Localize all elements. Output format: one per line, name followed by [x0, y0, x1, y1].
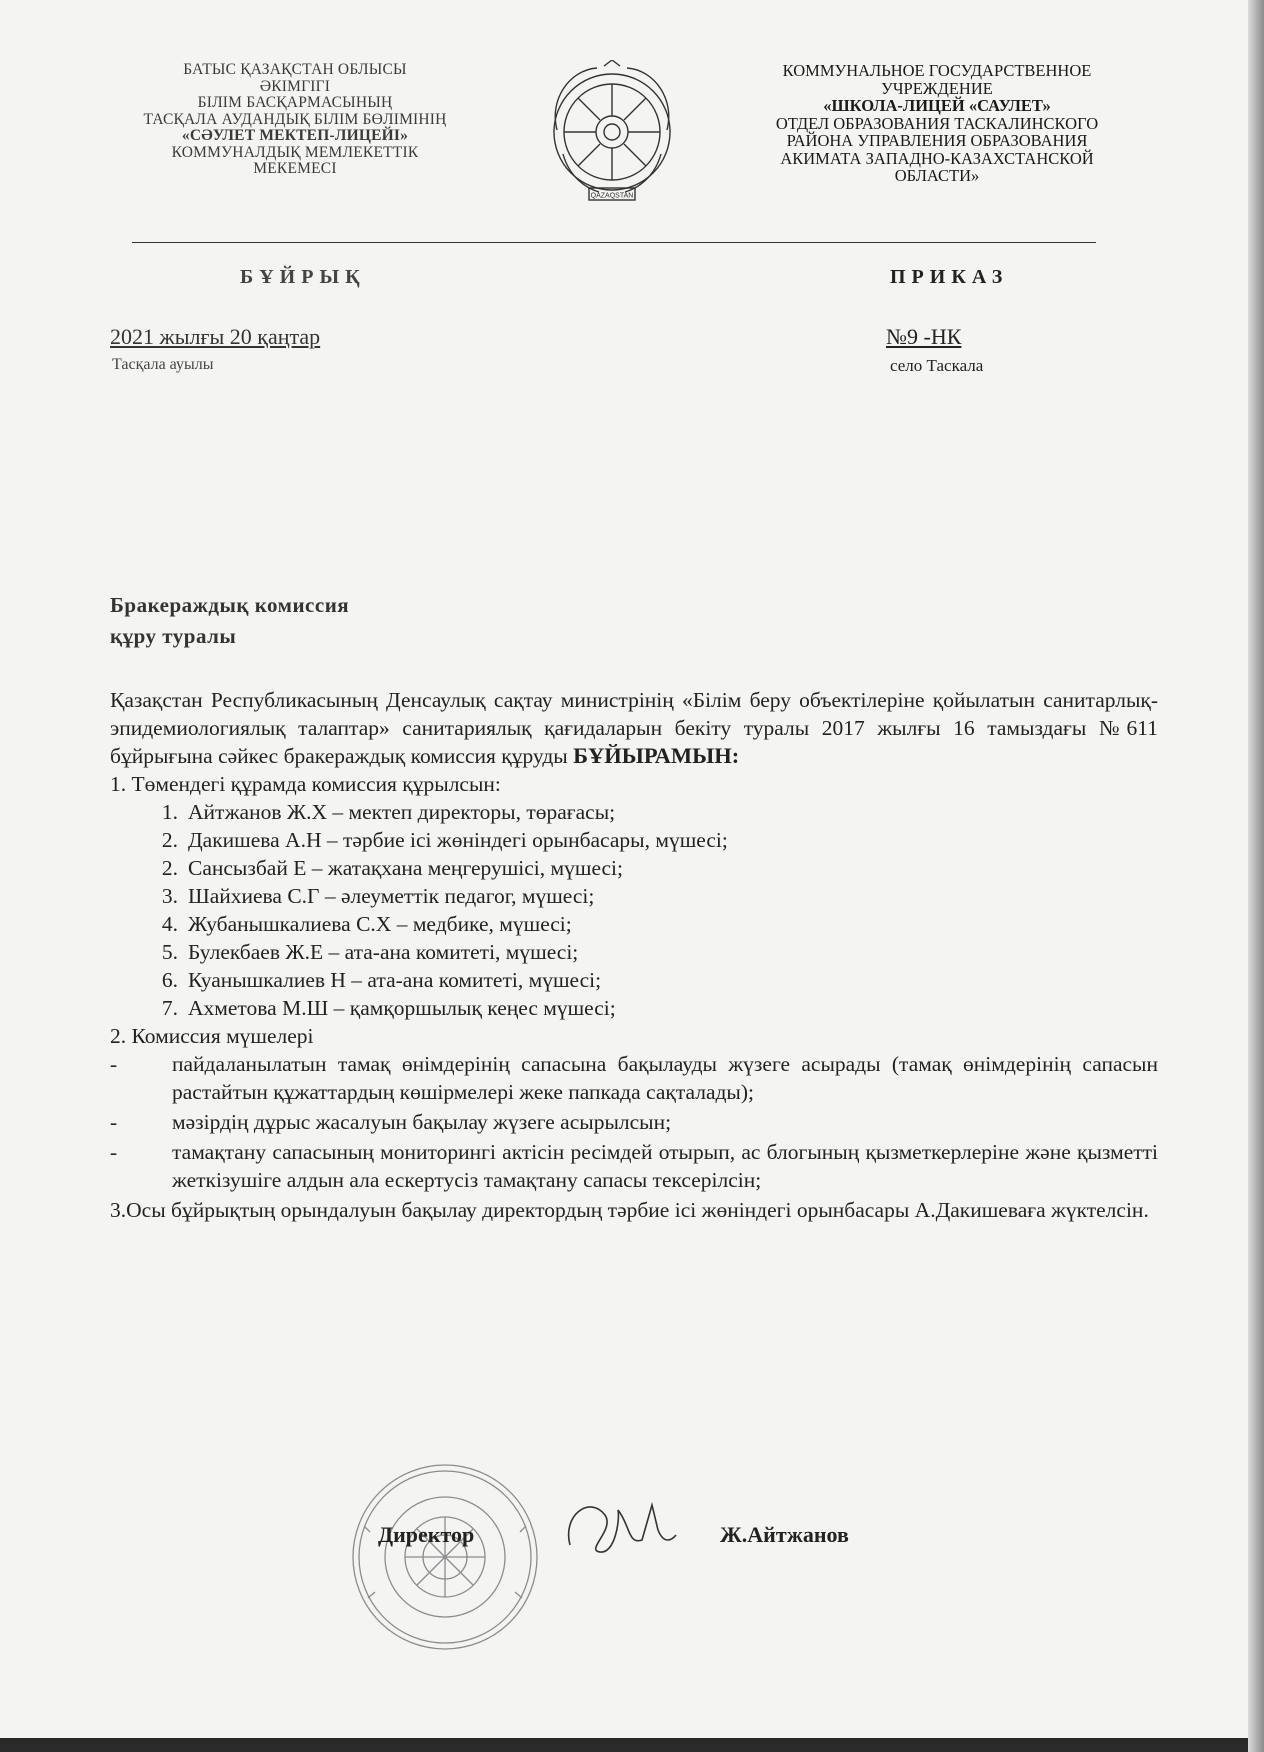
- signature-name: Ж.Айтжанов: [720, 1522, 849, 1547]
- list-item: [148, 798, 1158, 826]
- scan-right-edge: [1248, 0, 1264, 1752]
- header-right-line: УЧРЕЖДЕНИЕ: [881, 78, 993, 98]
- list-item-number: 1.: [161, 800, 178, 824]
- list-item-number: 7.: [161, 996, 178, 1020]
- list-item-number: 2.: [161, 856, 178, 880]
- header-right-line: «ШКОЛА-ЛИЦЕЙ «САУЛЕТ»: [823, 96, 1051, 115]
- list-item: [148, 938, 1158, 966]
- list-item-number: 6.: [161, 968, 178, 992]
- list-item: [148, 966, 1158, 994]
- header-left-line: КОММУНАЛДЫҚ МЕМЛЕКЕТТІК: [171, 143, 419, 161]
- list-item-number: 2.: [161, 828, 178, 852]
- scan-bottom-edge: [0, 1738, 1264, 1752]
- intro-text: Қазақстан Республикасының Денсаулық сақтау министрінің «Білім беру объектілеріне қойылатын санитарлық-эпидемиологиялық талаптар» санитариялық қағидаларын бекіту туралы 2017 жылғы 16 тамыздағы №611 бұйрығына сәйкес бракераждық комиссия құруды: [110, 688, 1158, 768]
- list-item-text: Ахметова М.Ш – қамқоршылық кеңес мүшесі;: [188, 996, 616, 1020]
- list-item-text: Куанышкалиев Н – ата-ана комитеті, мүшесі;: [188, 968, 602, 992]
- list-item-number: 3.: [161, 884, 178, 908]
- header-russian: [742, 62, 1132, 185]
- duty-bullet: -: [110, 1140, 118, 1164]
- duty-text: мәзірдің дұрыс жасалуын бақылау жүзеге асырылсын;: [172, 1110, 672, 1134]
- list-item: [148, 910, 1158, 938]
- item-1: 1. Төмендегі құрамда комиссия құрылсын:: [110, 772, 501, 796]
- duty-item: [110, 1138, 1158, 1194]
- title-line: Бракераждық комиссия: [110, 593, 350, 617]
- order-title: [110, 590, 349, 652]
- header-left-line: «СӘУЛЕТ МЕКТЕП-ЛИЦЕЙІ»: [181, 127, 409, 144]
- list-item-text: Дакишева А.Н – тәрбие ісі жөніндегі орынбасары, мүшесі;: [188, 828, 728, 852]
- header-left-line: ТАСҚАЛА АУДАНДЫҚ БІЛІМ БӨЛІМІНІҢ: [143, 110, 447, 128]
- list-item-text: Сансызбай Е – жатақхана меңгерушісі, мүшесі;: [188, 856, 624, 880]
- place-kazakh: Тасқала ауылы: [112, 356, 214, 373]
- header-left-line: БІЛІМ БАСҚАРМАСЫНЫҢ: [197, 94, 393, 111]
- item-3: 3.Осы бұйрықтың орындалуын бақылау директордың тәрбие ісі жөніндегі орынбасары А.Дакишеваға жүктелсін.: [110, 1198, 1149, 1222]
- duty-text: пайдаланылатын тамақ өнімдерінің сапасына бақылауды жүзеге асырады (тамақ өнімдерінің сапасын растайтын құжаттардың көшірмелері жеке папкада сақталады);: [172, 1052, 1158, 1104]
- title-line: құру туралы: [110, 624, 237, 648]
- state-emblem-icon: [549, 60, 675, 210]
- list-item-number: 4.: [161, 912, 178, 936]
- header-left-line: БАТЫС ҚАЗАҚСТАН ОБЛЫСЫ: [183, 61, 407, 78]
- header-left-line: ӘКІМГІГІ: [259, 77, 331, 95]
- list-item: [148, 994, 1158, 1022]
- list-item-text: Шайхиева С.Г – әлеуметтік педагог, мүшесі;: [188, 884, 595, 908]
- intro-paragraph: [110, 686, 1158, 770]
- header-right-line: ОБЛАСТИ»: [894, 166, 980, 185]
- order-number: №9 -НК: [886, 324, 962, 349]
- order-body: [110, 686, 1158, 1224]
- doc-type-kazakh: БҰЙРЫҚ: [240, 266, 366, 288]
- list-item-text: Булекбаев Ж.Е – ата-ана комитеті, мүшесі;: [188, 940, 579, 964]
- handwritten-signature-icon: [560, 1490, 680, 1570]
- duty-bullet: -: [110, 1110, 118, 1134]
- header-kazakh: [100, 62, 490, 178]
- header-right-line: КОММУНАЛЬНОЕ ГОСУДАРСТВЕННОЕ: [782, 61, 1092, 80]
- header-left-line: МЕКЕМЕСІ: [253, 160, 337, 177]
- list-item-text: Жубанышкалиева С.Х – медбике, мүшесі;: [188, 912, 572, 936]
- order-date: 2021 жылғы 20 қаңтар: [110, 324, 321, 349]
- list-item-number: 5.: [161, 940, 178, 964]
- intro-order-word: БҰЙЫРАМЫН:: [573, 743, 740, 768]
- duty-bullet: -: [110, 1052, 118, 1076]
- duty-item: [110, 1050, 1158, 1106]
- emblem-caption: QAZAQSTAN: [590, 192, 634, 200]
- signature-title: Директор: [378, 1522, 475, 1547]
- header-divider: [132, 242, 1096, 243]
- header-right-line: АКИМАТА ЗАПАДНО-КАЗАХСТАНСКОЙ: [780, 148, 1094, 168]
- list-item: [148, 854, 1158, 882]
- header-right-line: ОТДЕЛ ОБРАЗОВАНИЯ ТАСКАЛИНСКОГО: [775, 113, 1099, 133]
- list-item: [148, 882, 1158, 910]
- header-right-line: РАЙОНА УПРАВЛЕНИЯ ОБРАЗОВАНИЯ: [786, 131, 1088, 150]
- official-seal-icon: [350, 1462, 540, 1652]
- duty-item: [110, 1108, 1158, 1136]
- doc-type-russian: ПРИКАЗ: [890, 266, 1009, 288]
- item-2: 2. Комиссия мүшелері: [110, 1024, 314, 1048]
- list-item: [148, 826, 1158, 854]
- list-item-text: Айтжанов Ж.Х – мектеп директоры, төрағасы;: [188, 800, 616, 824]
- duty-text: тамақтану сапасының мониторингі актісін ресімдей отырып, ас блогының қызметкерлеріне және қызметті жеткізушіге алдын ала ескертусіз тамақтану сапасы тексерілсін;: [172, 1140, 1158, 1192]
- members-list: [110, 798, 1158, 1022]
- place-russian: село Таскала: [890, 356, 984, 375]
